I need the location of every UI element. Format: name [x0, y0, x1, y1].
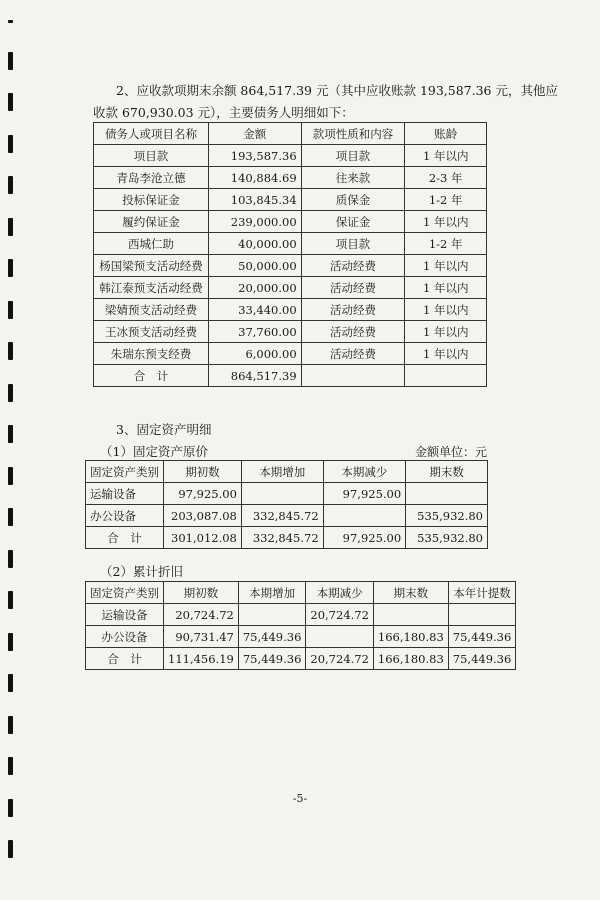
table-row	[94, 277, 487, 299]
debtor-name: 梁婧预支活动经费	[94, 299, 209, 321]
begin-value: 20,724.72	[164, 604, 239, 626]
amount: 239,000.00	[208, 211, 301, 233]
end-value: 166,180.83	[373, 648, 448, 670]
header-nature: 款项性质和内容	[301, 123, 405, 145]
increase-value: 332,845.72	[241, 527, 323, 549]
section2-intro-line1: 2、应收款项期末余额 864,517.39 元（其中应收账款 193,587.36 元，其他应	[116, 83, 558, 98]
age: 1 年以内	[405, 211, 487, 233]
header-category: 固定资产类别	[86, 461, 164, 483]
decrease-value	[306, 626, 374, 648]
table-header-row	[86, 461, 488, 483]
age: 1-2 年	[405, 233, 487, 255]
category: 运输设备	[86, 604, 164, 626]
age: 1 年以内	[405, 299, 487, 321]
debtor-name: 青岛李沧立德	[94, 167, 209, 189]
increase-value: 332,845.72	[241, 505, 323, 527]
age: 1 年以内	[405, 145, 487, 167]
table-row	[94, 145, 487, 167]
header-increase: 本期增加	[241, 461, 323, 483]
age: 1 年以内	[405, 343, 487, 365]
end-value: 535,932.80	[406, 527, 488, 549]
nature: 活动经费	[301, 321, 405, 343]
begin-value: 111,456.19	[164, 648, 239, 670]
begin-value: 203,087.08	[164, 505, 242, 527]
header-increase: 本期增加	[238, 582, 306, 604]
page-number: -5-	[292, 792, 308, 805]
increase-value	[241, 483, 323, 505]
amount: 20,000.00	[208, 277, 301, 299]
end-value	[373, 604, 448, 626]
header-age: 账龄	[405, 123, 487, 145]
nature: 活动经费	[301, 277, 405, 299]
debtor-name: 西城仁助	[94, 233, 209, 255]
amount: 140,884.69	[208, 167, 301, 189]
table-row	[86, 505, 488, 527]
nature: 保证金	[301, 211, 405, 233]
header-debtor: 债务人或项目名称	[94, 123, 209, 145]
category: 办公设备	[86, 505, 164, 527]
header-begin: 期初数	[164, 582, 239, 604]
amount: 193,587.36	[208, 145, 301, 167]
total-row	[86, 648, 516, 670]
age	[405, 365, 487, 387]
nature: 往来款	[301, 167, 405, 189]
header-begin: 期初数	[164, 461, 242, 483]
table-row	[94, 233, 487, 255]
table-header-row	[94, 123, 487, 145]
decrease-value: 97,925.00	[323, 483, 406, 505]
amount: 33,440.00	[208, 299, 301, 321]
total-amount: 864,517.39	[208, 365, 301, 387]
header-end: 期末数	[373, 582, 448, 604]
fixed-asset-cost-table	[85, 460, 488, 549]
total-label: 合 计	[86, 527, 164, 549]
end-value: 535,932.80	[406, 505, 488, 527]
nature: 项目款	[301, 145, 405, 167]
nature: 活动经费	[301, 343, 405, 365]
depreciation-table	[85, 581, 516, 670]
table-row	[94, 343, 487, 365]
increase-value: 75,449.36	[238, 648, 306, 670]
debtor-name: 项目款	[94, 145, 209, 167]
sub1-title: （1）固定资产原价	[100, 444, 208, 459]
end-value: 166,180.83	[373, 626, 448, 648]
sub2-title: （2）累计折旧	[100, 564, 183, 579]
age: 1 年以内	[405, 277, 487, 299]
header-end: 期末数	[406, 461, 488, 483]
decrease-value: 97,925.00	[323, 527, 406, 549]
total-label: 合 计	[86, 648, 164, 670]
table-row	[86, 626, 516, 648]
increase-value	[238, 604, 306, 626]
amount: 6,000.00	[208, 343, 301, 365]
table-row	[94, 299, 487, 321]
table-row	[94, 211, 487, 233]
section3-title: 3、固定资产明细	[116, 422, 212, 437]
category: 运输设备	[86, 483, 164, 505]
header-category: 固定资产类别	[86, 582, 164, 604]
table-row	[86, 483, 488, 505]
table-row	[86, 604, 516, 626]
header-decrease: 本期减少	[306, 582, 374, 604]
header-decrease: 本期减少	[323, 461, 406, 483]
table-row	[94, 189, 487, 211]
age: 1 年以内	[405, 321, 487, 343]
debtor-name: 王冰预支活动经费	[94, 321, 209, 343]
decrease-value: 20,724.72	[306, 648, 374, 670]
nature: 质保金	[301, 189, 405, 211]
total-row	[94, 365, 487, 387]
begin-value: 97,925.00	[164, 483, 242, 505]
begin-value: 90,731.47	[164, 626, 239, 648]
table-row	[94, 255, 487, 277]
unit-label: 金额单位：元	[415, 445, 488, 459]
header-year: 本年计提数	[448, 582, 516, 604]
begin-value: 301,012.08	[164, 527, 242, 549]
table-row	[94, 167, 487, 189]
age: 1 年以内	[405, 255, 487, 277]
amount: 40,000.00	[208, 233, 301, 255]
nature	[301, 365, 405, 387]
nature: 项目款	[301, 233, 405, 255]
table-header-row	[86, 582, 516, 604]
amount: 50,000.00	[208, 255, 301, 277]
total-row	[86, 527, 488, 549]
total-label: 合 计	[94, 365, 209, 387]
increase-value: 75,449.36	[238, 626, 306, 648]
year-value: 75,449.36	[448, 626, 516, 648]
year-value: 75,449.36	[448, 648, 516, 670]
header-amount: 金额	[208, 123, 301, 145]
decrease-value	[323, 505, 406, 527]
decrease-value: 20,724.72	[306, 604, 374, 626]
debtor-name: 韩江泰预支活动经费	[94, 277, 209, 299]
amount: 103,845.34	[208, 189, 301, 211]
nature: 活动经费	[301, 299, 405, 321]
debtor-name: 杨国梁预支活动经费	[94, 255, 209, 277]
category: 办公设备	[86, 626, 164, 648]
section2-intro-line2: 收款 670,930.03 元），主要债务人明细如下：	[93, 105, 354, 120]
debtor-name: 朱瑞东预支经费	[94, 343, 209, 365]
debtor-name: 投标保证金	[94, 189, 209, 211]
end-value	[406, 483, 488, 505]
debtor-name: 履约保证金	[94, 211, 209, 233]
table-row	[94, 321, 487, 343]
nature: 活动经费	[301, 255, 405, 277]
age: 1-2 年	[405, 189, 487, 211]
age: 2-3 年	[405, 167, 487, 189]
receivables-table	[93, 122, 487, 387]
year-value	[448, 604, 516, 626]
amount: 37,760.00	[208, 321, 301, 343]
